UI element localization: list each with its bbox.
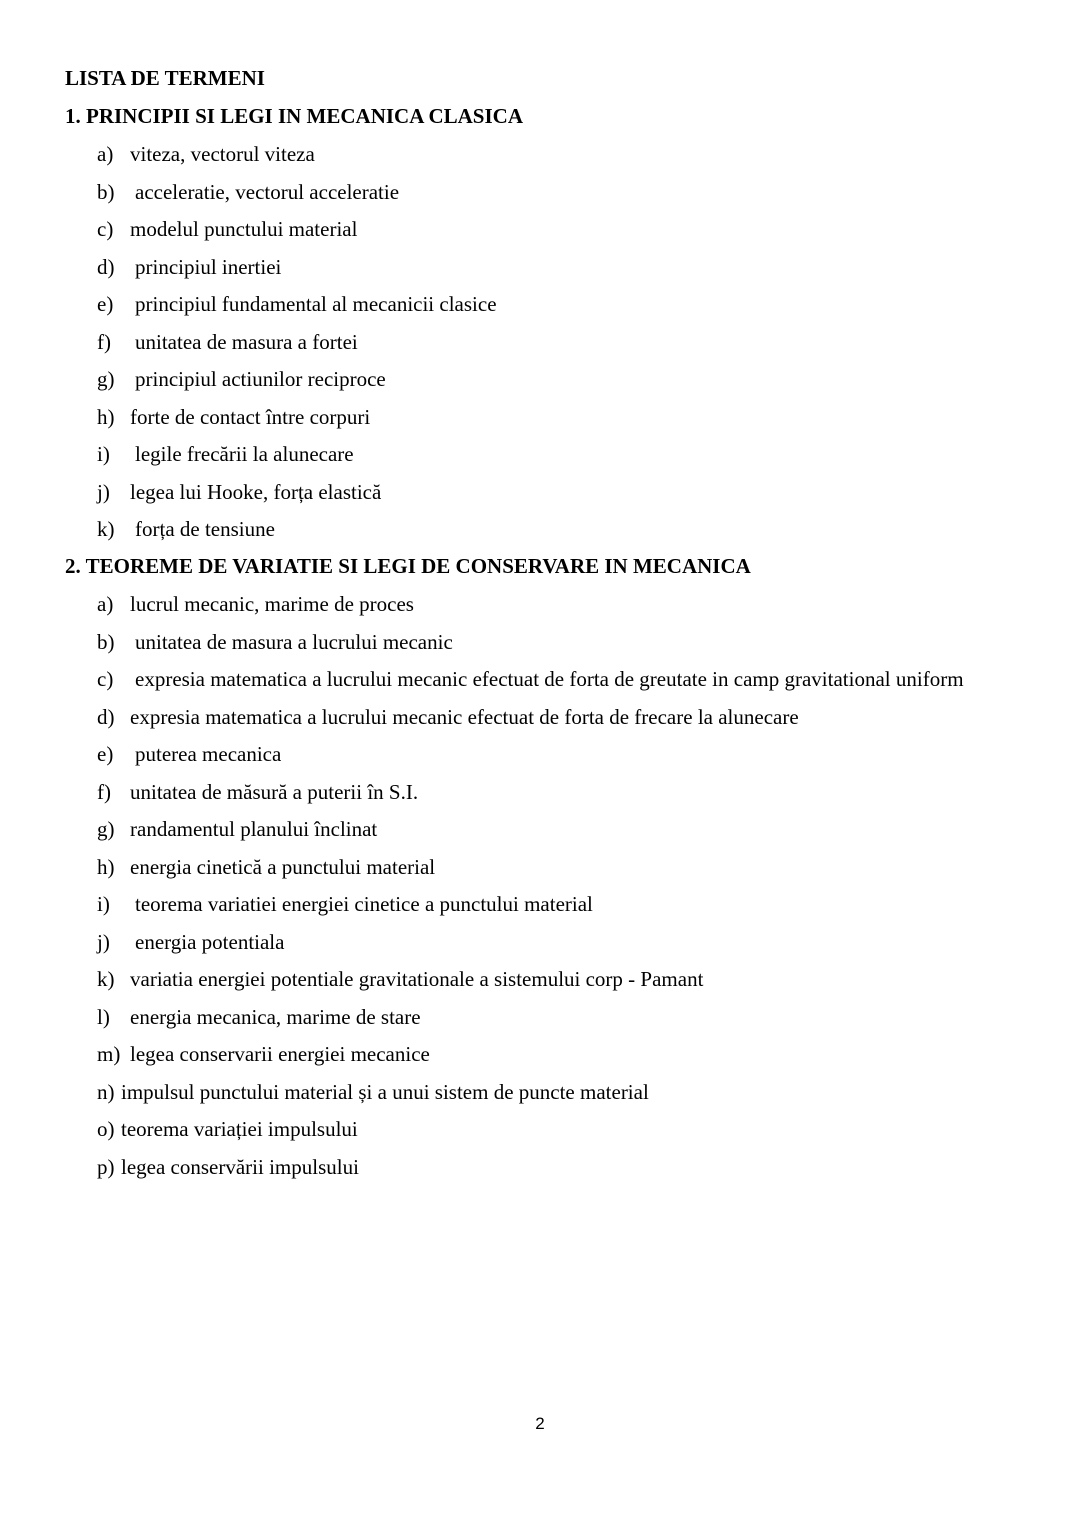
item-label: n) [97,1080,115,1104]
item-label: d) [97,705,115,729]
item-label: e) [97,742,114,766]
item-label: a) [97,592,114,616]
item-label: h) [97,405,115,429]
item-text: legea conservării impulsului [121,1155,359,1179]
item-text: principiul actiunilor reciproce [135,367,386,391]
list-item [97,817,377,841]
list-item [97,405,370,429]
item-text: forte de contact între corpuri [130,405,371,429]
item-text: variatia energiei potentiale gravitationale a sistemului corp - Pamant [130,967,704,991]
item-label: g) [97,367,115,391]
item-label: m) [97,1042,121,1066]
section-1-heading: 1. PRINCIPII SI LEGI IN MECANICA CLASICA [65,104,523,128]
item-label: g) [97,817,115,841]
item-label: l) [97,1005,110,1029]
list-item [97,217,357,241]
list-item [97,705,799,729]
item-text: unitatea de măsură a puterii în S.I. [130,780,419,804]
list-item [97,480,381,504]
item-label: k) [97,517,115,541]
item-label: b) [97,630,115,654]
list-item [97,780,418,804]
item-label: c) [97,667,114,691]
item-label: a) [97,142,114,166]
item-text: lucrul mecanic, marime de proces [130,592,414,616]
list-item [97,1042,430,1066]
item-text: energia potentiala [135,930,285,954]
item-text: legea lui Hooke, forța elastică [130,480,382,504]
item-label: e) [97,292,114,316]
list-item [97,1117,358,1141]
item-label: k) [97,967,115,991]
item-label: j) [97,480,110,504]
section-2-heading: 2. TEOREME DE VARIATIE SI LEGI DE CONSERVARE IN MECANICA [65,554,751,578]
item-text: unitatea de masura a fortei [135,330,358,354]
list-item [97,1155,359,1179]
item-label: f) [97,330,111,354]
item-label: p) [97,1155,115,1179]
item-label: f) [97,780,111,804]
item-text: expresia matematica a lucrului mecanic efectuat de forta de greutate in camp gravitational uniform [135,667,964,691]
list-item [97,855,435,879]
list-item [97,630,453,654]
list-item [97,1080,649,1104]
item-text: puterea mecanica [135,742,282,766]
list-item [97,967,703,991]
list-item [97,367,386,391]
item-label: i) [97,442,110,466]
item-text: viteza, vectorul viteza [130,142,315,166]
list-item [97,742,281,766]
item-label: c) [97,217,114,241]
list-item [97,442,354,466]
item-text: unitatea de masura a lucrului mecanic [135,630,453,654]
list-item [97,667,964,691]
item-text: principiul fundamental al mecanicii clasice [135,292,497,316]
list-item [97,592,414,616]
document-title: LISTA DE TERMENI [65,66,265,90]
item-text: forța de tensiune [135,517,275,541]
list-item [97,930,284,954]
item-label: h) [97,855,115,879]
list-item [97,255,281,279]
item-text: teorema variației impulsului [121,1117,358,1141]
item-text: randamentul planului înclinat [130,817,378,841]
item-text: legea conservarii energiei mecanice [130,1042,430,1066]
item-text: acceleratie, vectorul acceleratie [135,180,400,204]
list-item [97,142,315,166]
list-item [97,330,358,354]
list-item [97,1005,421,1029]
item-text: energia cinetică a punctului material [130,855,436,879]
item-label: i) [97,892,110,916]
item-label: o) [97,1117,115,1141]
list-item [97,892,593,916]
page-number: 2 [535,1414,545,1433]
item-text: impulsul punctului material și a unui sistem de puncte material [121,1080,649,1104]
list-item [97,517,275,541]
item-text: principiul inertiei [135,255,282,279]
item-text: modelul punctului material [130,217,358,241]
item-text: legile frecării la alunecare [135,442,354,466]
item-text: energia mecanica, marime de stare [130,1005,421,1029]
list-item [97,180,399,204]
list-item [97,292,497,316]
item-label: d) [97,255,115,279]
item-label: b) [97,180,115,204]
item-text: teorema variatiei energiei cinetice a punctului material [135,892,593,916]
item-label: j) [97,930,110,954]
item-text: expresia matematica a lucrului mecanic efectuat de forta de frecare la alunecare [130,705,799,729]
